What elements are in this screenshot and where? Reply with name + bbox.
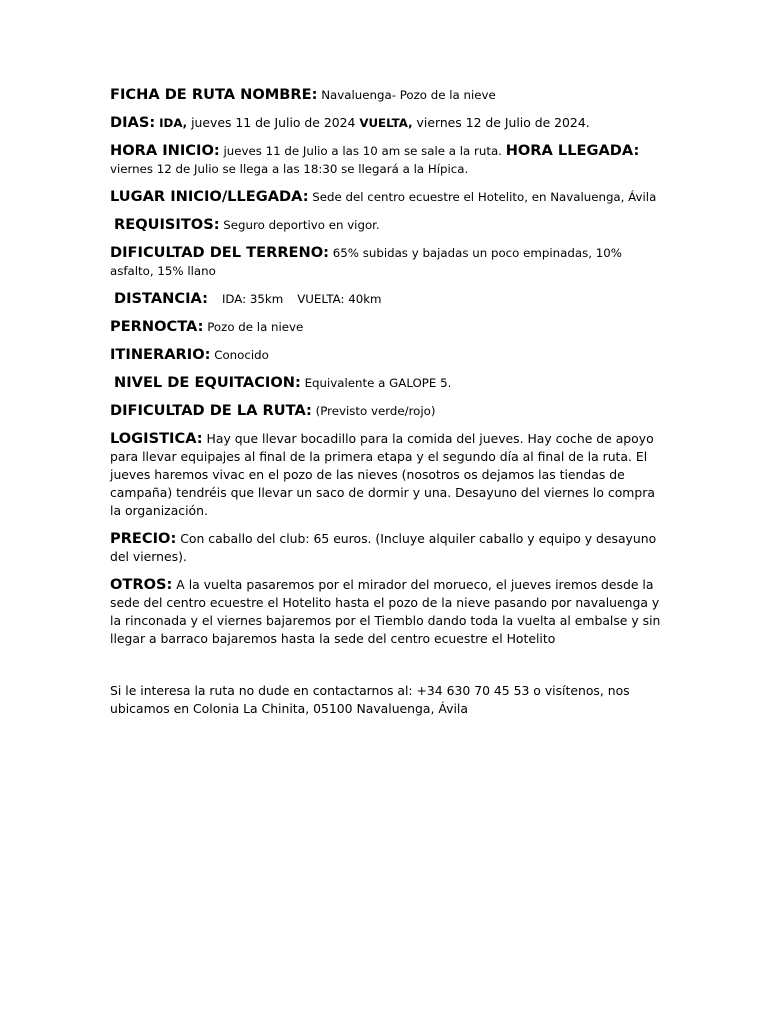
lugar-label: LUGAR INICIO/LLEGADA: <box>110 188 309 205</box>
dificultad-ruta <box>110 402 662 420</box>
dificultad-ruta-label: DIFICULTAD DE LA RUTA: <box>110 402 312 419</box>
vuelta-label: VUELTA, <box>359 116 413 130</box>
lugar <box>110 188 662 206</box>
nivel-value: Equivalente a GALOPE 5. <box>300 376 452 390</box>
logistica-label: LOGISTICA: <box>110 430 203 447</box>
distancia-label: DISTANCIA: <box>114 290 208 307</box>
hora-inicio-value: jueves 11 de Julio a las 10 am se sale a la ruta. <box>219 144 506 158</box>
hora <box>110 142 662 178</box>
distancia-ida: IDA: 35km <box>221 292 284 306</box>
dificultad-terreno-value: 65% subidas y bajadas un poco empinadas, 10% asfalto, 15% llano <box>110 246 622 278</box>
requisitos <box>110 216 662 234</box>
pernocta <box>110 318 662 336</box>
itinerario-value: Conocido <box>210 348 269 362</box>
pernocta-label: PERNOCTA: <box>110 318 204 335</box>
ficha-label: FICHA DE RUTA NOMBRE: <box>110 86 318 103</box>
logistica <box>110 430 662 520</box>
nivel-equitacion <box>110 374 662 392</box>
itinerario <box>110 346 662 364</box>
vuelta-value: viernes 12 de Julio de 2024. <box>412 115 590 130</box>
hora-inicio-label: HORA INICIO: <box>110 142 220 159</box>
contact-info: Si le interesa la ruta no dude en contactarnos al: +34 630 70 45 53 o visítenos, nos ubicamos en Colonia La Chinita, 05100 Navaluenga, Ávila <box>110 683 630 716</box>
route-sheet <box>110 86 662 730</box>
dificultad-ruta-value: (Previsto verde/rojo) <box>311 404 436 418</box>
nivel-label: NIVEL DE EQUITACION: <box>114 374 301 391</box>
precio <box>110 530 662 566</box>
hora-llegada-label: HORA LLEGADA: <box>505 142 640 159</box>
ficha-nombre <box>110 86 662 104</box>
logistica-value: Hay que llevar bocadillo para la comida del jueves. Hay coche de apoyo para llevar equipajes al final de la primera etapa y el segundo día al final de la ruta. El jueves haremos vivac en el pozo de las nieves (nosotros os dejamos las tiendas de campaña) tendréis que llevar un saco de dormir y una. Desayuno del viernes lo compra la organización. <box>110 431 655 518</box>
requisitos-value: Seguro deportivo en vigor. <box>219 218 380 232</box>
ida-value: jueves 11 de Julio de 2024 <box>187 115 360 130</box>
distancia <box>110 290 662 308</box>
ficha-value: Navaluenga- Pozo de la nieve <box>317 88 496 102</box>
otros-value: A la vuelta pasaremos por el mirador del morueco, el jueves iremos desde la sede del centro ecuestre el Hotelito hasta el pozo de la nieve pasando por navaluenga y la rinconada y el viernes bajaremos por el Tiemblo dando toda la vuelta al embalse y sin llegar a barraco bajaremos hasta la sede del centro ecuestre el Hotelito <box>110 577 661 646</box>
precio-label: PRECIO: <box>110 530 177 547</box>
ida-label: IDA, <box>159 116 188 130</box>
hora-llegada-value: viernes 12 de Julio se llega a las 18:30 se llegará a la Hípica. <box>110 162 469 176</box>
dificultad-terreno <box>110 244 662 280</box>
otros <box>110 576 662 648</box>
dificultad-terreno-label: DIFICULTAD DEL TERRENO: <box>110 244 329 261</box>
pernocta-value: Pozo de la nieve <box>203 320 304 334</box>
lugar-value: Sede del centro ecuestre el Hotelito, en Navaluenga, Ávila <box>308 190 657 204</box>
dias <box>110 114 662 132</box>
distancia-vuelta: VUELTA: 40km <box>297 292 382 306</box>
dias-label: DIAS: <box>110 114 156 131</box>
itinerario-label: ITINERARIO: <box>110 346 211 363</box>
requisitos-label: REQUISITOS: <box>114 216 220 233</box>
precio-value: Con caballo del club: 65 euros. (Incluye alquiler caballo y equipo y desayuno del viernes). <box>110 531 657 564</box>
otros-label: OTROS: <box>110 576 173 593</box>
